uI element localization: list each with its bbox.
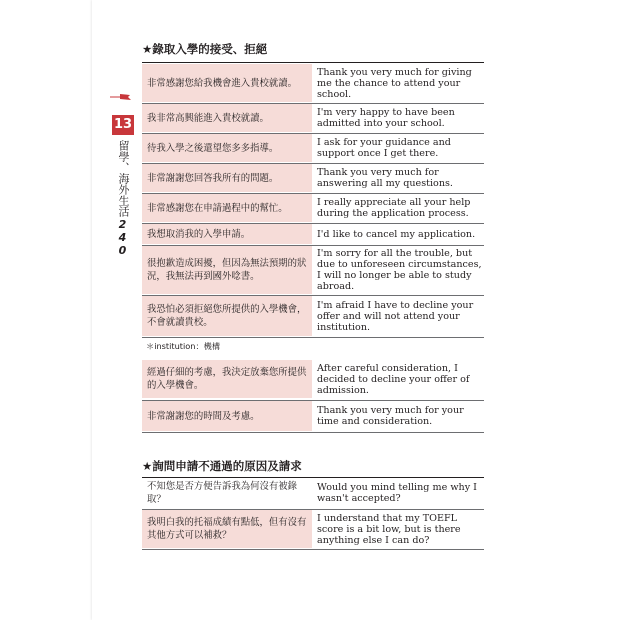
red-flag-icon: [110, 93, 132, 101]
phrase-row: [142, 478, 484, 508]
chinese-phrase: 我想取消我的入學申請。: [142, 224, 312, 244]
english-phrase: I'm sorry for all the trouble, but due to unforeseen circumstances, I will no longer be able to study abroad.: [317, 248, 482, 292]
page-number: 240: [116, 218, 129, 257]
chinese-phrase: 經過仔細的考慮，我決定放棄您所提供的入學機會。: [142, 360, 312, 398]
english-phrase: I really appreciate all your help during the application process.: [317, 197, 471, 219]
phrase-row: [142, 360, 484, 398]
english-phrase: I'd like to cancel my application.: [317, 228, 476, 240]
phrase-row: [142, 64, 484, 102]
phrase-row: [142, 134, 484, 162]
chinese-phrase: 非常感謝您給我機會進入貴校就讀。: [142, 64, 312, 102]
row-divider: [142, 337, 484, 338]
phrase-row: [142, 296, 484, 336]
chapter-title: 留學、海外生活: [117, 140, 130, 217]
english-phrase: Thank you very much for answering all my questions.: [317, 167, 453, 189]
english-phrase: Would you mind telling me why I wasn't accepted?: [317, 482, 477, 504]
chinese-phrase: 不知您是否方便告訴我為何沒有被錄取？: [147, 481, 298, 505]
phrase-row: [142, 104, 484, 132]
english-phrase: After careful consideration, I decided to decline your offer of admission.: [317, 362, 470, 396]
english-phrase: Thank you very much for your time and consideration.: [317, 405, 464, 427]
chinese-phrase: 我非常高興能進入貴校就讀。: [142, 104, 312, 132]
chinese-phrase: 非常感謝您在申請過程中的幫忙。: [142, 194, 312, 222]
english-phrase: I'm very happy to have been admitted into your school.: [317, 107, 455, 129]
phrase-row: [142, 401, 484, 431]
row-divider: [142, 549, 484, 550]
page-gutter: [0, 0, 92, 620]
phrase-row: [142, 194, 484, 222]
chinese-phrase: 很抱歉造成困擾，但因為無法預期的狀況，我無法再到國外唸書。: [142, 246, 312, 294]
vocabulary-note: ＊institution：機構: [146, 341, 221, 351]
row-divider: [142, 432, 484, 433]
english-phrase: I'm afraid I have to decline your offer and will not attend your institution.: [317, 299, 474, 333]
english-phrase: I ask for your guidance and support once I get there.: [317, 137, 451, 159]
phrase-row: [142, 246, 484, 294]
section-heading: ★詢問申請不通過的原因及請求: [142, 459, 302, 473]
phrase-row: [142, 224, 484, 244]
section-rule: [142, 62, 484, 63]
chinese-phrase: 我恐怕必須拒絕您所提供的入學機會，不會就讀貴校。: [142, 296, 312, 336]
chinese-phrase: 非常謝謝您回答我所有的問題。: [142, 164, 312, 192]
phrase-row: [142, 164, 484, 192]
english-phrase: I understand that my TOEFL score is a bit low, but is there anything else I can do?: [317, 512, 461, 546]
chapter-number-badge: 13: [112, 115, 134, 135]
english-phrase: Thank you very much for giving me the chance to attend your school.: [317, 66, 472, 100]
chinese-phrase: 我明白我的托福成績有點低，但有沒有其他方式可以補救？: [142, 510, 312, 548]
phrase-row: [142, 510, 484, 548]
chinese-phrase: 待我入學之後還望您多多指導。: [142, 134, 312, 162]
chinese-phrase: 非常謝謝您的時間及考慮。: [142, 401, 312, 431]
section-heading: ★錄取入學的接受、拒絕: [142, 42, 268, 56]
